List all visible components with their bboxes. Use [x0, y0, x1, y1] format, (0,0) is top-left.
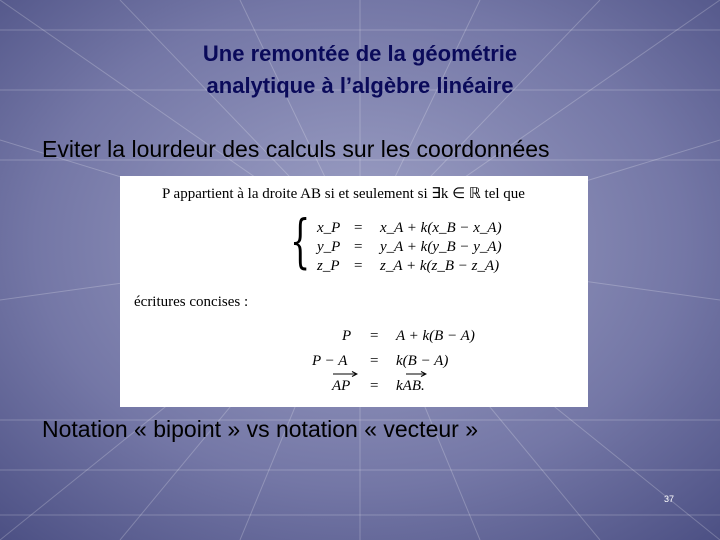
concise-rel-1: =	[370, 328, 379, 344]
title-line-1: Une remontée de la géométrie	[202, 41, 518, 66]
system-rhs-3: z_A + k(z_B − z_A)	[380, 258, 500, 274]
vector-arrow-icon	[405, 371, 427, 377]
concise-rhs-1: A + k(B − A)	[396, 328, 475, 344]
system-brace: {	[290, 207, 311, 275]
concise-lhs-2: P − A	[312, 353, 348, 369]
formula-image	[120, 176, 588, 407]
system-rel-2: =	[354, 239, 363, 255]
concise-rhs-2: k(B − A)	[396, 353, 449, 369]
system-lhs-3: z_P	[317, 258, 340, 274]
system-rel-1: =	[354, 220, 363, 236]
title-line-2: analytique à l’algèbre linéaire	[206, 73, 514, 98]
formula-intro: P appartient à la droite AB si et seulement si ∃k ∈ ℝ tel que	[162, 186, 525, 202]
system-lhs-1: x_P	[317, 220, 341, 236]
concise-rhs-3: kAB.	[396, 378, 425, 394]
concise-lhs-3: AP	[332, 378, 351, 394]
concise-label: écritures concises :	[134, 294, 249, 310]
concise-rel-3: =	[370, 378, 379, 394]
system-rhs-1: x_A + k(x_B − x_A)	[380, 220, 502, 236]
vector-arrow-icon	[332, 371, 358, 377]
system-lhs-2: y_P	[317, 239, 341, 255]
bullet-notation: Notation « bipoint » vs notation « vecteur »	[42, 416, 479, 442]
slide-title	[0, 38, 720, 102]
concise-lhs-1: P	[342, 328, 352, 344]
system-rhs-2: y_A + k(y_B − y_A)	[380, 239, 502, 255]
bullet-calculs: Eviter la lourdeur des calculs sur les coordonnées	[42, 136, 550, 162]
page-number: 37	[664, 494, 675, 504]
concise-rel-2: =	[370, 353, 379, 369]
system-rel-3: =	[354, 258, 363, 274]
